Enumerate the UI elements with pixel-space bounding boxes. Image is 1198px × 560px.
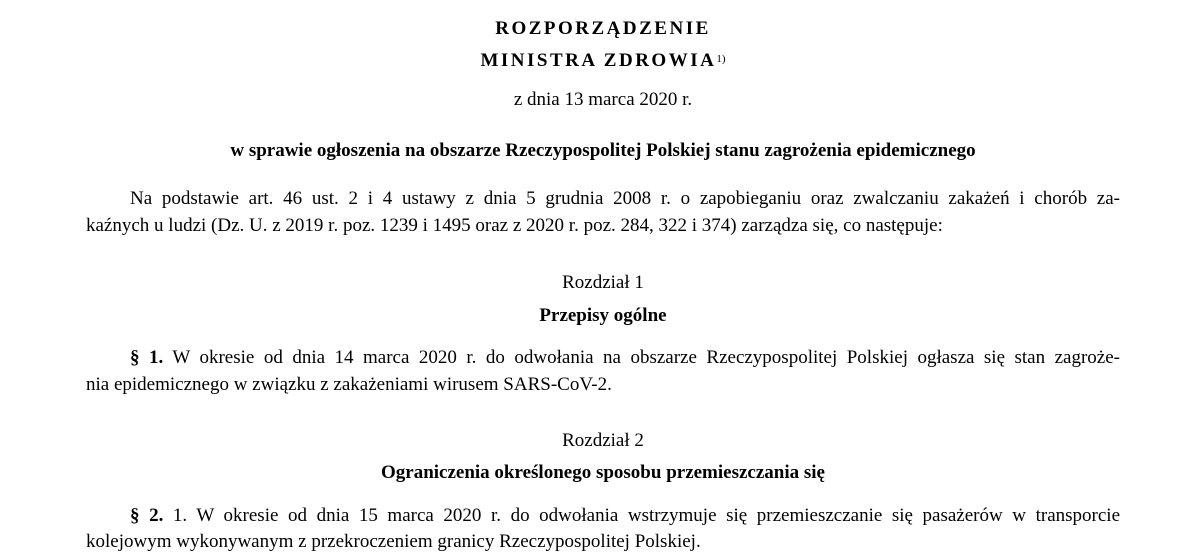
document-type-heading [86,17,1120,41]
footnote-marker[interactable]: 1) [716,53,726,65]
chapter-2-title: Ograniczenia określonego sposobu przemieszczania się [380,462,825,483]
document-date: z dnia 13 marca 2020 r. [513,89,693,110]
paragraph-2-marker: § 2. [130,505,164,526]
paragraph-1-line-1 [86,346,1120,370]
paragraph-2-line-1 [86,504,1120,528]
paragraph-1-line-2: nia epidemicznego w związku z zakażeniami wirusem SARS-CoV-2. [86,374,612,395]
chapter-1-title: Przepisy ogólne [539,305,667,326]
chapter-2-number: Rozdział 2 [562,430,644,451]
document-subject: w sprawie ogłoszenia na obszarze Rzeczypospolitej Polskiej stanu zagrożenia epidemicznego [230,140,976,161]
issuer: MINISTRA ZDROWIA [480,50,717,71]
document-type: ROZPORZĄDZENIE [495,18,711,39]
paragraph-2-line-2: kolejowym wykonywanym z przekroczeniem granicy Rzeczypospolitej Polskiej. [86,531,701,552]
chapter-1-number: Rozdział 1 [562,272,644,293]
paragraph-2-text: 1. W okresie od dnia 15 marca 2020 r. do odwołania wstrzymuje się przemieszczanie się pasażerów w transporcie [172,505,1120,526]
paragraph-1-marker: § 1. [130,347,164,368]
preamble-line-2: kaźnych u ludzi (Dz. U. z 2019 r. poz. 1239 i 1495 oraz z 2020 r. poz. 284, 322 i 374) zarządza się, co następuje: [86,215,943,236]
preamble-line-1: Na podstawie art. 46 ust. 2 i 4 ustawy z dnia 5 grudnia 2008 r. o zapobieganiu oraz zwalczaniu zakażeń i chorób za- [130,188,1120,209]
issuer-heading [86,49,1120,73]
paragraph-1-text: W okresie od dnia 14 marca 2020 r. do odwołania na obszarze Rzeczypospolitej Polskiej ogłasza się stan zagroże- [172,347,1120,368]
